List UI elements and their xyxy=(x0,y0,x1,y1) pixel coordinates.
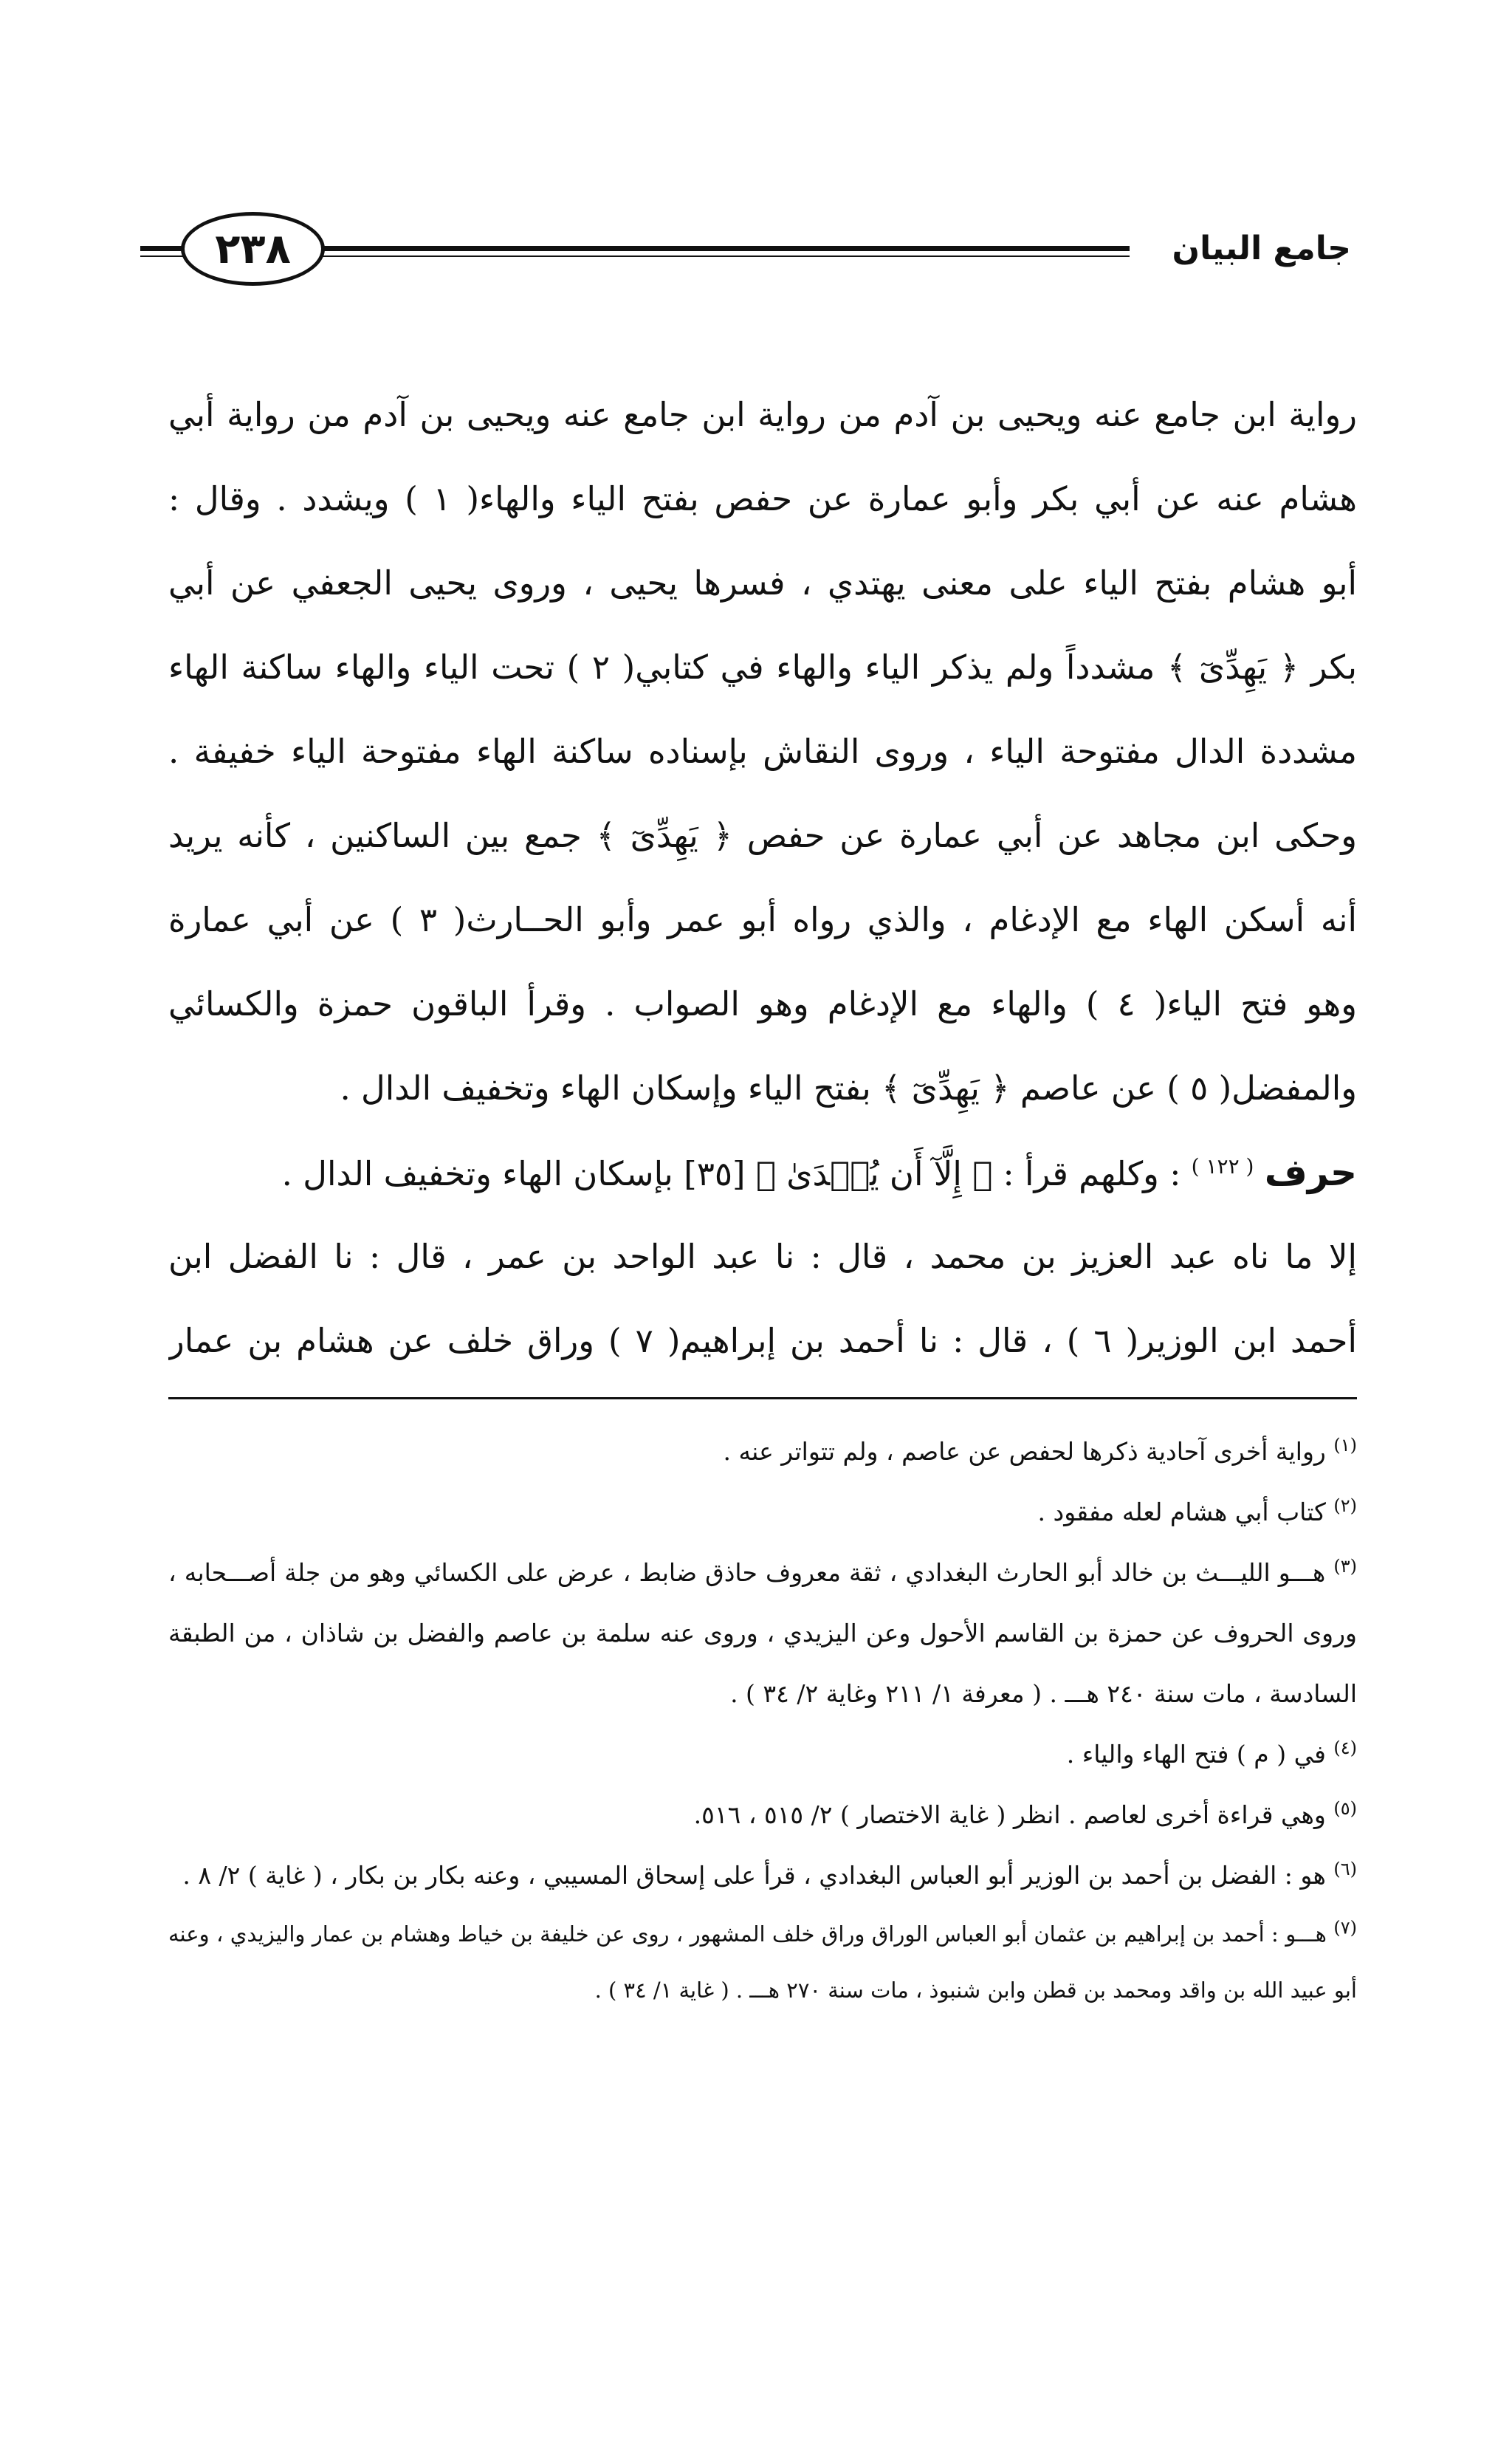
text-line: مشددة الدال مفتوحة الياء ، وروى النقاش بإسناده ساكنة الهاء مفتوحة الياء خفيفة . xyxy=(168,732,1357,771)
text-line: هشام عنه عن أبي بكر وأبو عمارة عن حفص بفتح الياء والهاء( ١ ) ويشدد . وقال : xyxy=(168,479,1357,518)
footnote-number: (٣) xyxy=(1333,1556,1357,1577)
text-line: إلا ما ناه عبد العزيز بن محمد ، قال : نا عبد الواحد بن عمر ، قال : نا الفضل ابن xyxy=(168,1237,1357,1276)
footnotes xyxy=(168,1422,1357,2018)
harf-number: ( ١٢٢ ) xyxy=(1191,1154,1254,1179)
text-line: أبو هشام بفتح الياء على معنى يهتدي ، فسرها يحيى ، وروى يحيى الجعفي عن أبي xyxy=(168,563,1357,603)
footnote-number: (١) xyxy=(1333,1435,1357,1455)
footnote-separator xyxy=(168,1397,1357,1399)
book-title: جامع البيان xyxy=(1172,230,1351,267)
text-line: أنه أسكن الهاء مع الإدغام ، والذي رواه أبو عمر وأبو الحــارث( ٣ ) عن أبي عمارة xyxy=(168,900,1357,939)
footnote xyxy=(168,1482,1357,1543)
harf-text: : وكلهم قرأ : ﴿ إِلَّآ أَن يُهۡدَىٰ ﴾ [٣٥] بإسكان الهاء وتخفيف الدال . xyxy=(281,1154,1181,1193)
footnote-text: رواية أخرى آحادية ذكرها لحفص عن عاصم ، ولم تتواتر عنه . xyxy=(723,1437,1326,1466)
footnote-number: (٥) xyxy=(1333,1798,1357,1819)
footnote-text: وهي قراءة أخرى لعاصم . انظر ( غاية الاختصار ) ٢/ ٥١٥ ، ٥١٦. xyxy=(693,1800,1326,1829)
main-text xyxy=(168,373,1357,1383)
footnote xyxy=(168,1724,1357,1785)
text-line: وهو فتح الياء( ٤ ) والهاء مع الإدغام وهو الصواب . وقرأ الباقون حمزة والكسائي xyxy=(168,984,1357,1023)
page-number-text: ٢٣٨ xyxy=(215,224,291,273)
footnote-number: (٧) xyxy=(1333,1917,1358,1938)
footnote-number: (٤) xyxy=(1333,1738,1357,1758)
footnote xyxy=(168,1422,1357,1482)
text-line: وحكى ابن مجاهد عن أبي عمارة عن حفص ﴿ يَهِدِّىٓ ﴾ جمع بين الساكنين ، كأنه يريد xyxy=(168,816,1357,855)
footnote xyxy=(168,1906,1357,2018)
page-number xyxy=(181,212,325,286)
page-header xyxy=(140,210,1351,292)
footnote-text: هـــو الليـــث بن خالد أبو الحارث البغدادي ، ثقة معروف حاذق ضابط ، عرض على الكسائي وهو من جلة أصـــحابه ، وروى الحروف عن حمزة بن القاسم الأحول وعن اليزيدي ، وروى عنه سلمة بن عاصم والفضل بن شاذان ، من الطبقة السادسة ، مات سنة ٢٤٠ هـــ . ( معرفة ١/ ٢١١ وغاية ٢/ ٣٤ ) . xyxy=(168,1558,1357,1708)
footnote-text: في ( م ) فتح الهاء والياء . xyxy=(1066,1740,1326,1769)
footnote-number: (٢) xyxy=(1333,1495,1357,1516)
footnote xyxy=(168,1845,1357,1906)
footnote-text: هو : الفضل بن أحمد بن الوزير أبو العباس البغدادي ، قرأ على إسحاق المسيبي ، وعنه بكار بن بكار ، ( غاية ) ٢/ ٨ . xyxy=(182,1861,1326,1890)
footnote-text: كتاب أبي هشام لعله مفقود . xyxy=(1037,1498,1326,1526)
harf-line xyxy=(168,1131,1357,1215)
text-line: رواية ابن جامع عنه ويحيى بن آدم من رواية ابن جامع عنه ويحيى بن آدم من رواية أبي xyxy=(168,395,1357,434)
footnote xyxy=(168,1785,1357,1845)
harf-label: حرف xyxy=(1264,1151,1357,1194)
footnote-text: هـــو : أحمد بن إبراهيم بن عثمان أبو العباس الوراق وراق خلف المشهور ، روى عن خليفة بن خياط وهشام بن عمار واليزيدي ، وعنه أبو عبيد الله بن واقد ومحمد بن قطن وابن شنبوذ ، مات سنة ٢٧٠ هـــ . ( غاية ١/ ٣٤ ) . xyxy=(168,1921,1357,2003)
footnote xyxy=(168,1543,1357,1724)
footnote-number: (٦) xyxy=(1333,1859,1357,1879)
text-line: بكر ﴿ يَهِدِّىٓ ﴾ مشدداً ولم يذكر الياء والهاء في كتابي( ٢ ) تحت الياء والهاء ساكنة الهاء xyxy=(168,648,1357,687)
text-line: والمفضل( ٥ ) عن عاصم ﴿ يَهِدِّىٓ ﴾ بفتح الياء وإسكان الهاء وتخفيف الدال . xyxy=(340,1069,1357,1108)
text-line: أحمد ابن الوزير( ٦ ) ، قال : نا أحمد بن إبراهيم( ٧ ) وراق خلف عن هشام بن عمار xyxy=(168,1321,1357,1360)
